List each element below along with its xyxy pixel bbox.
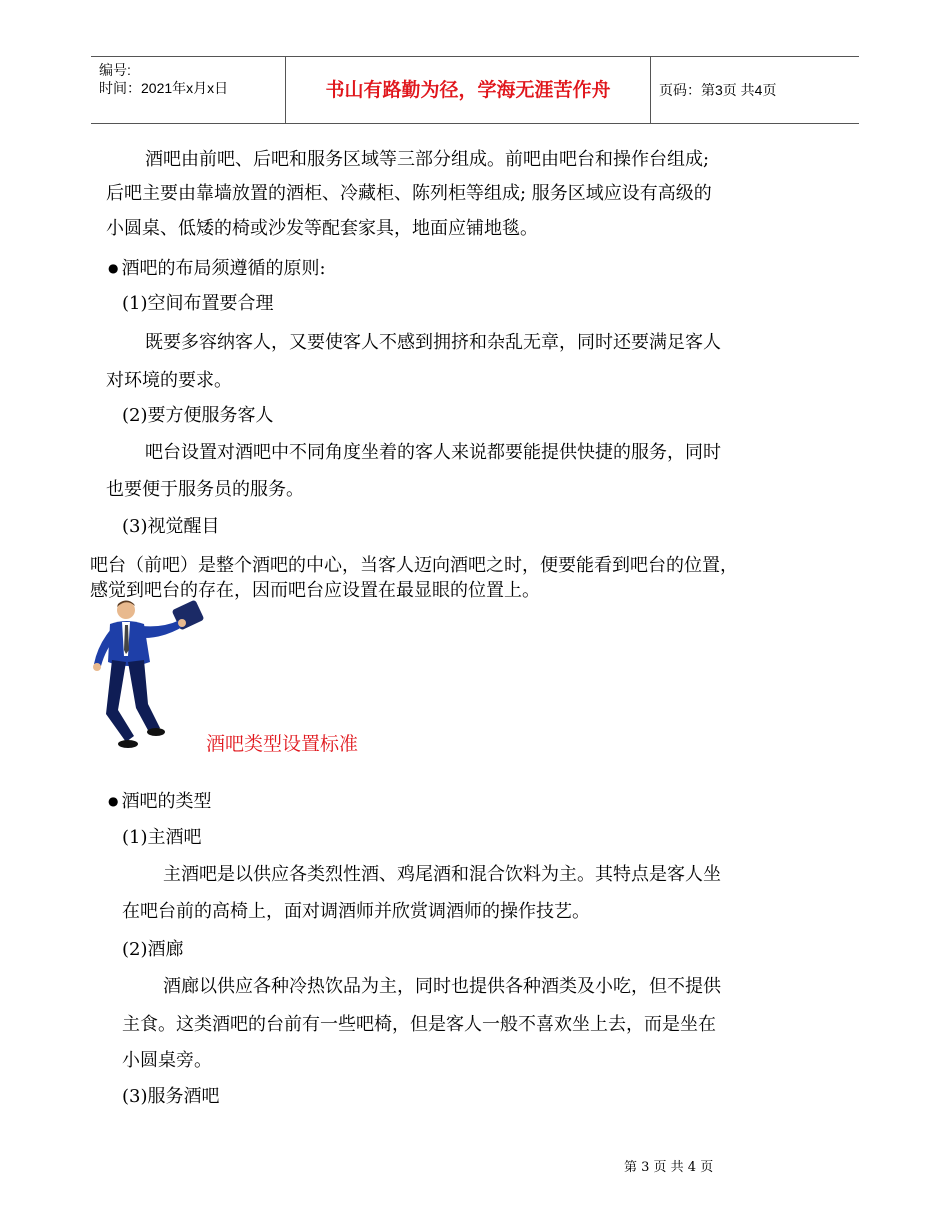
type3-title: (3)服务酒吧: [122, 1086, 220, 1107]
type1-title: (1)主酒吧: [122, 827, 202, 848]
paragraph-line: 也要便于服务员的服务。: [106, 479, 304, 500]
type2-title: (2)酒廊: [122, 939, 184, 960]
number-label: 编号:: [99, 62, 131, 78]
paragraph-line: 酒吧由前吧、后吧和服务区域等三部分组成。前吧由吧台和操作台组成;: [145, 149, 710, 170]
paragraph-line: 既要多容纳客人，又要使客人不感到拥挤和杂乱无章，同时还要满足客人: [145, 332, 721, 353]
paragraph-line: 主酒吧是以供应各类烈性酒、鸡尾酒和混合饮料为主。其特点是客人坐: [163, 864, 721, 885]
item3-title: (3)视觉醒目: [122, 516, 220, 537]
paragraph-line: 后吧主要由靠墙放置的酒柜、冷藏柜、陈列柜等组成; 服务区域应设有高级的: [106, 183, 712, 204]
paragraph-line: 对环境的要求。: [106, 370, 232, 391]
item1-title: (1)空间布置要合理: [122, 293, 274, 314]
header-page-info: 页码：第3页 共4页: [659, 82, 777, 98]
paragraph-line: 吧台（前吧）是整个酒吧的中心，当客人迈向酒吧之时，便要能看到吧台的位置，: [90, 555, 738, 576]
page-header: [91, 56, 859, 124]
paragraph-line: 在吧台前的高椅上，面对调酒师并欣赏调酒师的操作技艺。: [122, 901, 590, 922]
paragraph-line: 小圆桌、低矮的椅或沙发等配套家具，地面应铺地毯。: [106, 218, 538, 239]
image-caption: 酒吧类型设置标准: [206, 733, 359, 755]
time-label: 时间：2021年x月x日: [99, 80, 229, 96]
layout-heading: ● 酒吧的布局须遵循的原则:: [108, 257, 326, 282]
header-motto: 书山有路勤为径，学海无涯苦作舟: [286, 57, 651, 123]
paragraph-line: 吧台设置对酒吧中不同角度坐着的客人来说都要能提供快捷的服务，同时: [145, 442, 721, 463]
item2-title: (2)要方便服务客人: [122, 405, 274, 426]
header-meta-cell: [91, 57, 286, 123]
paragraph-line: 小圆桌旁。: [122, 1050, 212, 1071]
paragraph-line: 酒廊以供应各种冷热饮品为主，同时也提供各种酒类及小吃，但不提供: [163, 976, 721, 997]
paragraph-line: 感觉到吧台的存在，因而吧台应设置在最显眼的位置上。: [90, 580, 540, 601]
types-heading: ● 酒吧的类型: [108, 790, 211, 815]
businessman-figure-icon: [88, 598, 208, 750]
paragraph-line: 主食。这类酒吧的台前有一些吧椅，但是客人一般不喜欢坐上去，而是坐在: [122, 1014, 716, 1035]
page-footer: 第 3 页 共 4 页: [624, 1160, 714, 1175]
